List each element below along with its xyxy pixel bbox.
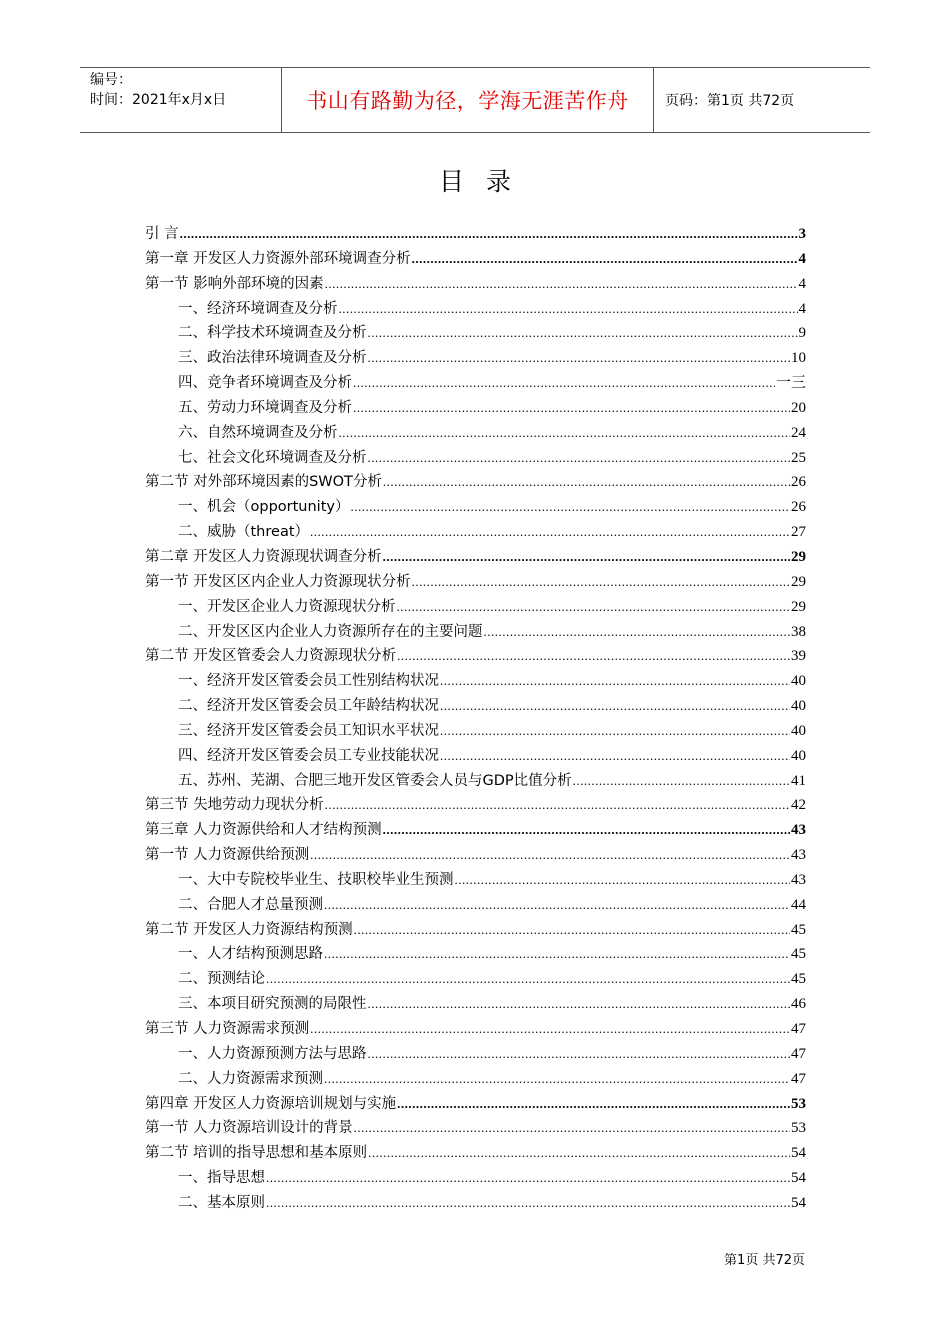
toc-entry[interactable]	[145, 321, 806, 346]
toc-leader-dots	[397, 644, 790, 669]
toc-leader-dots	[368, 1042, 791, 1067]
number-label: 编号：	[90, 72, 132, 88]
motto: 书山有路勤为径，学海无涯苦作舟	[282, 68, 654, 132]
toc-entry-page: 4	[798, 300, 806, 317]
toc-entry-text: 一、机会（opportunity）	[178, 499, 350, 516]
toc-entry-page: 10	[791, 350, 806, 367]
toc-leader-dots	[324, 1067, 790, 1092]
toc-leader-dots	[484, 620, 791, 645]
toc-entry-text: 一、经济开发区管委会员工性别结构状况	[178, 673, 439, 690]
toc-leader-dots	[266, 967, 790, 992]
toc-entry[interactable]	[145, 744, 806, 769]
toc-entry[interactable]	[145, 967, 806, 992]
toc-entry[interactable]	[145, 545, 806, 570]
toc-entry-text: 二、开发区区内企业人力资源所存在的主要问题	[178, 623, 483, 640]
toc-entry-page: 47	[791, 1021, 806, 1037]
toc-entry-page: 43	[791, 847, 806, 864]
toc-entry-page: 46	[791, 996, 806, 1013]
toc-entry[interactable]	[145, 297, 806, 322]
toc-entry-text: 第一节 影响外部环境的因素	[145, 275, 324, 292]
toc-entry[interactable]	[145, 818, 806, 843]
toc-entry[interactable]	[145, 843, 806, 868]
toc-entry-page: 26	[791, 499, 806, 516]
toc-entry-text: 一、指导思想	[178, 1170, 265, 1187]
toc-entry-text: 一、人才结构预测思路	[178, 946, 323, 963]
toc-entry-text: 第三节 失地劳动力现状分析	[145, 797, 324, 814]
toc-entry-page: 39	[791, 648, 806, 665]
toc-entry-page: 40	[791, 673, 806, 690]
toc-leader-dots	[266, 1191, 790, 1216]
toc-leader-dots	[350, 495, 790, 520]
toc-entry-page: 53	[791, 1095, 806, 1112]
toc-entry-text: 二、合肥人才总量预测	[178, 896, 323, 913]
toc-entry[interactable]	[145, 1166, 806, 1191]
toc-entry[interactable]	[145, 992, 806, 1017]
toc-entry-page: 47	[791, 1070, 806, 1087]
toc-leader-dots	[353, 396, 790, 421]
toc-entry-text: 一、开发区企业人力资源现状分析	[178, 598, 396, 615]
toc-entry-text: 引 言	[145, 226, 179, 242]
toc-entry-page: 29	[791, 573, 806, 590]
toc-entry-text: 二、基本原则	[178, 1194, 265, 1211]
toc-leader-dots	[324, 893, 790, 918]
page-header	[80, 67, 870, 133]
toc-entry[interactable]	[145, 1116, 806, 1141]
toc-entry-page: 45	[791, 921, 806, 938]
toc-entry-page: 54	[791, 1145, 806, 1162]
toc-entry-page: 42	[791, 797, 806, 814]
toc-leader-dots	[383, 545, 790, 570]
toc-entry[interactable]	[145, 918, 806, 943]
toc-entry-page: 41	[791, 772, 806, 789]
toc-entry[interactable]	[145, 396, 806, 421]
toc-entry-text: 七、社会文化环境调查及分析	[178, 449, 367, 466]
toc-leader-dots	[310, 520, 790, 545]
toc-entry-page: 26	[791, 474, 806, 491]
toc-leader-dots	[440, 744, 790, 769]
toc-entry-text: 一、大中专院校毕业生、技职校毕业生预测	[178, 871, 454, 888]
toc-entry[interactable]	[145, 620, 806, 645]
toc-entry-page: 一三	[775, 375, 806, 392]
toc-entry-page: 40	[791, 698, 806, 715]
toc-entry-page: 24	[791, 424, 806, 441]
toc-entry-text: 一、经济环境调查及分析	[178, 300, 338, 317]
toc-entry-text: 第二节 开发区人力资源结构预测	[145, 921, 353, 938]
toc-entry-text: 三、经济开发区管委会员工知识水平状况	[178, 722, 439, 739]
toc-leader-dots	[440, 669, 790, 694]
toc-entry[interactable]	[145, 272, 806, 297]
toc-entry[interactable]	[145, 669, 806, 694]
toc-entry-text: 第二节 开发区管委会人力资源现状分析	[145, 648, 397, 665]
toc-leader-dots	[339, 421, 791, 446]
toc-entry-text: 第二节 对外部环境因素的SWOT分析	[145, 474, 382, 491]
toc-entry-text: 三、政治法律环境调查及分析	[178, 350, 367, 367]
toc-entry[interactable]	[145, 446, 806, 471]
toc-entry-text: 第二章 开发区人力资源现状调查分析	[145, 548, 382, 565]
toc-entry-text: 第一节 开发区区内企业人力资源现状分析	[145, 573, 411, 590]
toc-leader-dots	[383, 818, 790, 843]
toc-entry[interactable]	[145, 694, 806, 719]
toc-entry-text: 二、科学技术环境调查及分析	[178, 325, 367, 342]
toc-entry-page: 27	[791, 524, 806, 541]
toc-entry-page: 54	[791, 1170, 806, 1187]
toc-entry-page: 4	[798, 250, 806, 267]
toc-entry-text: 四、竞争者环境调查及分析	[178, 375, 352, 392]
header-left-cell	[80, 68, 282, 132]
toc-entry[interactable]	[145, 421, 806, 446]
toc-entry[interactable]	[145, 247, 806, 272]
toc-leader-dots	[573, 769, 790, 794]
toc-entry[interactable]	[145, 893, 806, 918]
toc-entry[interactable]	[145, 868, 806, 893]
toc-leader-dots	[354, 918, 790, 943]
toc-entry-page: 4	[798, 275, 806, 292]
toc-entry-page: 53	[791, 1120, 806, 1137]
time-label: 时间：2021年x月x日	[90, 92, 227, 108]
toc-entry[interactable]	[145, 1092, 806, 1117]
toc-entry-text: 三、本项目研究预测的局限性	[178, 996, 367, 1013]
toc-leader-dots	[354, 1116, 790, 1141]
toc-entry-page: 44	[791, 896, 806, 913]
toc-leader-dots	[412, 247, 798, 272]
toc-entry[interactable]	[145, 1067, 806, 1092]
toc-entry[interactable]	[145, 222, 806, 247]
toc-entry-page: 25	[791, 449, 806, 466]
toc-leader-dots	[353, 371, 775, 396]
table-of-contents	[145, 222, 806, 1216]
toc-entry-text: 第一节 人力资源供给预测	[145, 847, 310, 864]
toc-leader-dots	[180, 222, 798, 247]
toc-leader-dots	[325, 272, 798, 297]
toc-entry-text: 第一章 开发区人力资源外部环境调查分析	[145, 250, 411, 267]
toc-entry-text: 第四章 开发区人力资源培训规划与实施	[145, 1095, 397, 1112]
toc-entry-text: 第三章 人力资源供给和人才结构预测	[145, 822, 382, 839]
toc-entry-text: 一、人力资源预测方法与思路	[178, 1045, 367, 1062]
toc-leader-dots	[310, 1017, 790, 1042]
toc-entry[interactable]	[145, 1042, 806, 1067]
toc-leader-dots	[368, 446, 791, 471]
toc-entry-page: 43	[791, 822, 806, 839]
toc-entry[interactable]	[145, 495, 806, 520]
toc-leader-dots	[368, 346, 791, 371]
toc-entry-text: 第一节 人力资源培训设计的背景	[145, 1120, 353, 1137]
toc-leader-dots	[368, 1141, 790, 1166]
toc-entry-page: 54	[791, 1194, 806, 1211]
toc-leader-dots	[324, 942, 790, 967]
toc-entry[interactable]	[145, 595, 806, 620]
toc-entry[interactable]	[145, 1141, 806, 1166]
toc-entry-page: 9	[798, 325, 806, 342]
toc-entry-text: 五、劳动力环境调查及分析	[178, 399, 352, 416]
toc-leader-dots	[325, 793, 790, 818]
page-footer: 第1页 共72页	[724, 1253, 805, 1268]
toc-entry[interactable]	[145, 1191, 806, 1216]
toc-entry-page: 29	[791, 548, 806, 565]
toc-entry-page: 45	[791, 946, 806, 963]
toc-entry-text: 二、经济开发区管委会员工年龄结构状况	[178, 698, 439, 715]
toc-entry[interactable]	[145, 793, 806, 818]
toc-entry[interactable]	[145, 644, 806, 669]
toc-entry-text: 二、预测结论	[178, 971, 265, 988]
toc-leader-dots	[266, 1166, 790, 1191]
toc-entry-page: 45	[791, 971, 806, 988]
toc-entry[interactable]	[145, 942, 806, 967]
toc-entry-text: 四、经济开发区管委会员工专业技能状况	[178, 747, 439, 764]
toc-entry-text: 六、自然环境调查及分析	[178, 424, 338, 441]
toc-entry-page: 40	[791, 747, 806, 764]
toc-leader-dots	[455, 868, 791, 893]
toc-entry-page: 3	[798, 226, 806, 242]
toc-entry-page: 47	[791, 1045, 806, 1062]
toc-leader-dots	[368, 321, 798, 346]
toc-leader-dots	[397, 595, 791, 620]
toc-leader-dots	[440, 694, 790, 719]
toc-entry-page: 43	[791, 871, 806, 888]
header-page-info: 页码：第1页 共72页	[665, 93, 795, 109]
toc-entry[interactable]	[145, 346, 806, 371]
toc-entry-page: 20	[791, 399, 806, 416]
toc-entry-text: 第二节 培训的指导思想和基本原则	[145, 1145, 368, 1162]
toc-entry[interactable]	[145, 470, 806, 495]
toc-entry[interactable]	[145, 520, 806, 545]
toc-entry[interactable]	[145, 1017, 806, 1042]
toc-leader-dots	[440, 719, 790, 744]
toc-entry[interactable]	[145, 769, 806, 794]
toc-leader-dots	[339, 297, 798, 322]
toc-entry-text: 五、苏州、芜湖、合肥三地开发区管委会人员与GDP比值分析	[178, 772, 572, 789]
toc-title: 目录	[438, 167, 533, 196]
toc-entry-page: 29	[791, 598, 806, 615]
toc-entry-text: 二、人力资源需求预测	[178, 1070, 323, 1087]
toc-entry[interactable]	[145, 570, 806, 595]
toc-leader-dots	[397, 1092, 790, 1117]
toc-entry[interactable]	[145, 719, 806, 744]
toc-entry-page: 40	[791, 722, 806, 739]
toc-entry-text: 二、威胁（threat）	[178, 524, 310, 541]
toc-entry-page: 38	[791, 623, 806, 640]
toc-leader-dots	[368, 992, 791, 1017]
toc-entry[interactable]	[145, 371, 806, 396]
toc-leader-dots	[412, 570, 790, 595]
toc-entry-text: 第三节 人力资源需求预测	[145, 1021, 310, 1037]
toc-leader-dots	[383, 470, 790, 495]
toc-leader-dots	[310, 843, 790, 868]
